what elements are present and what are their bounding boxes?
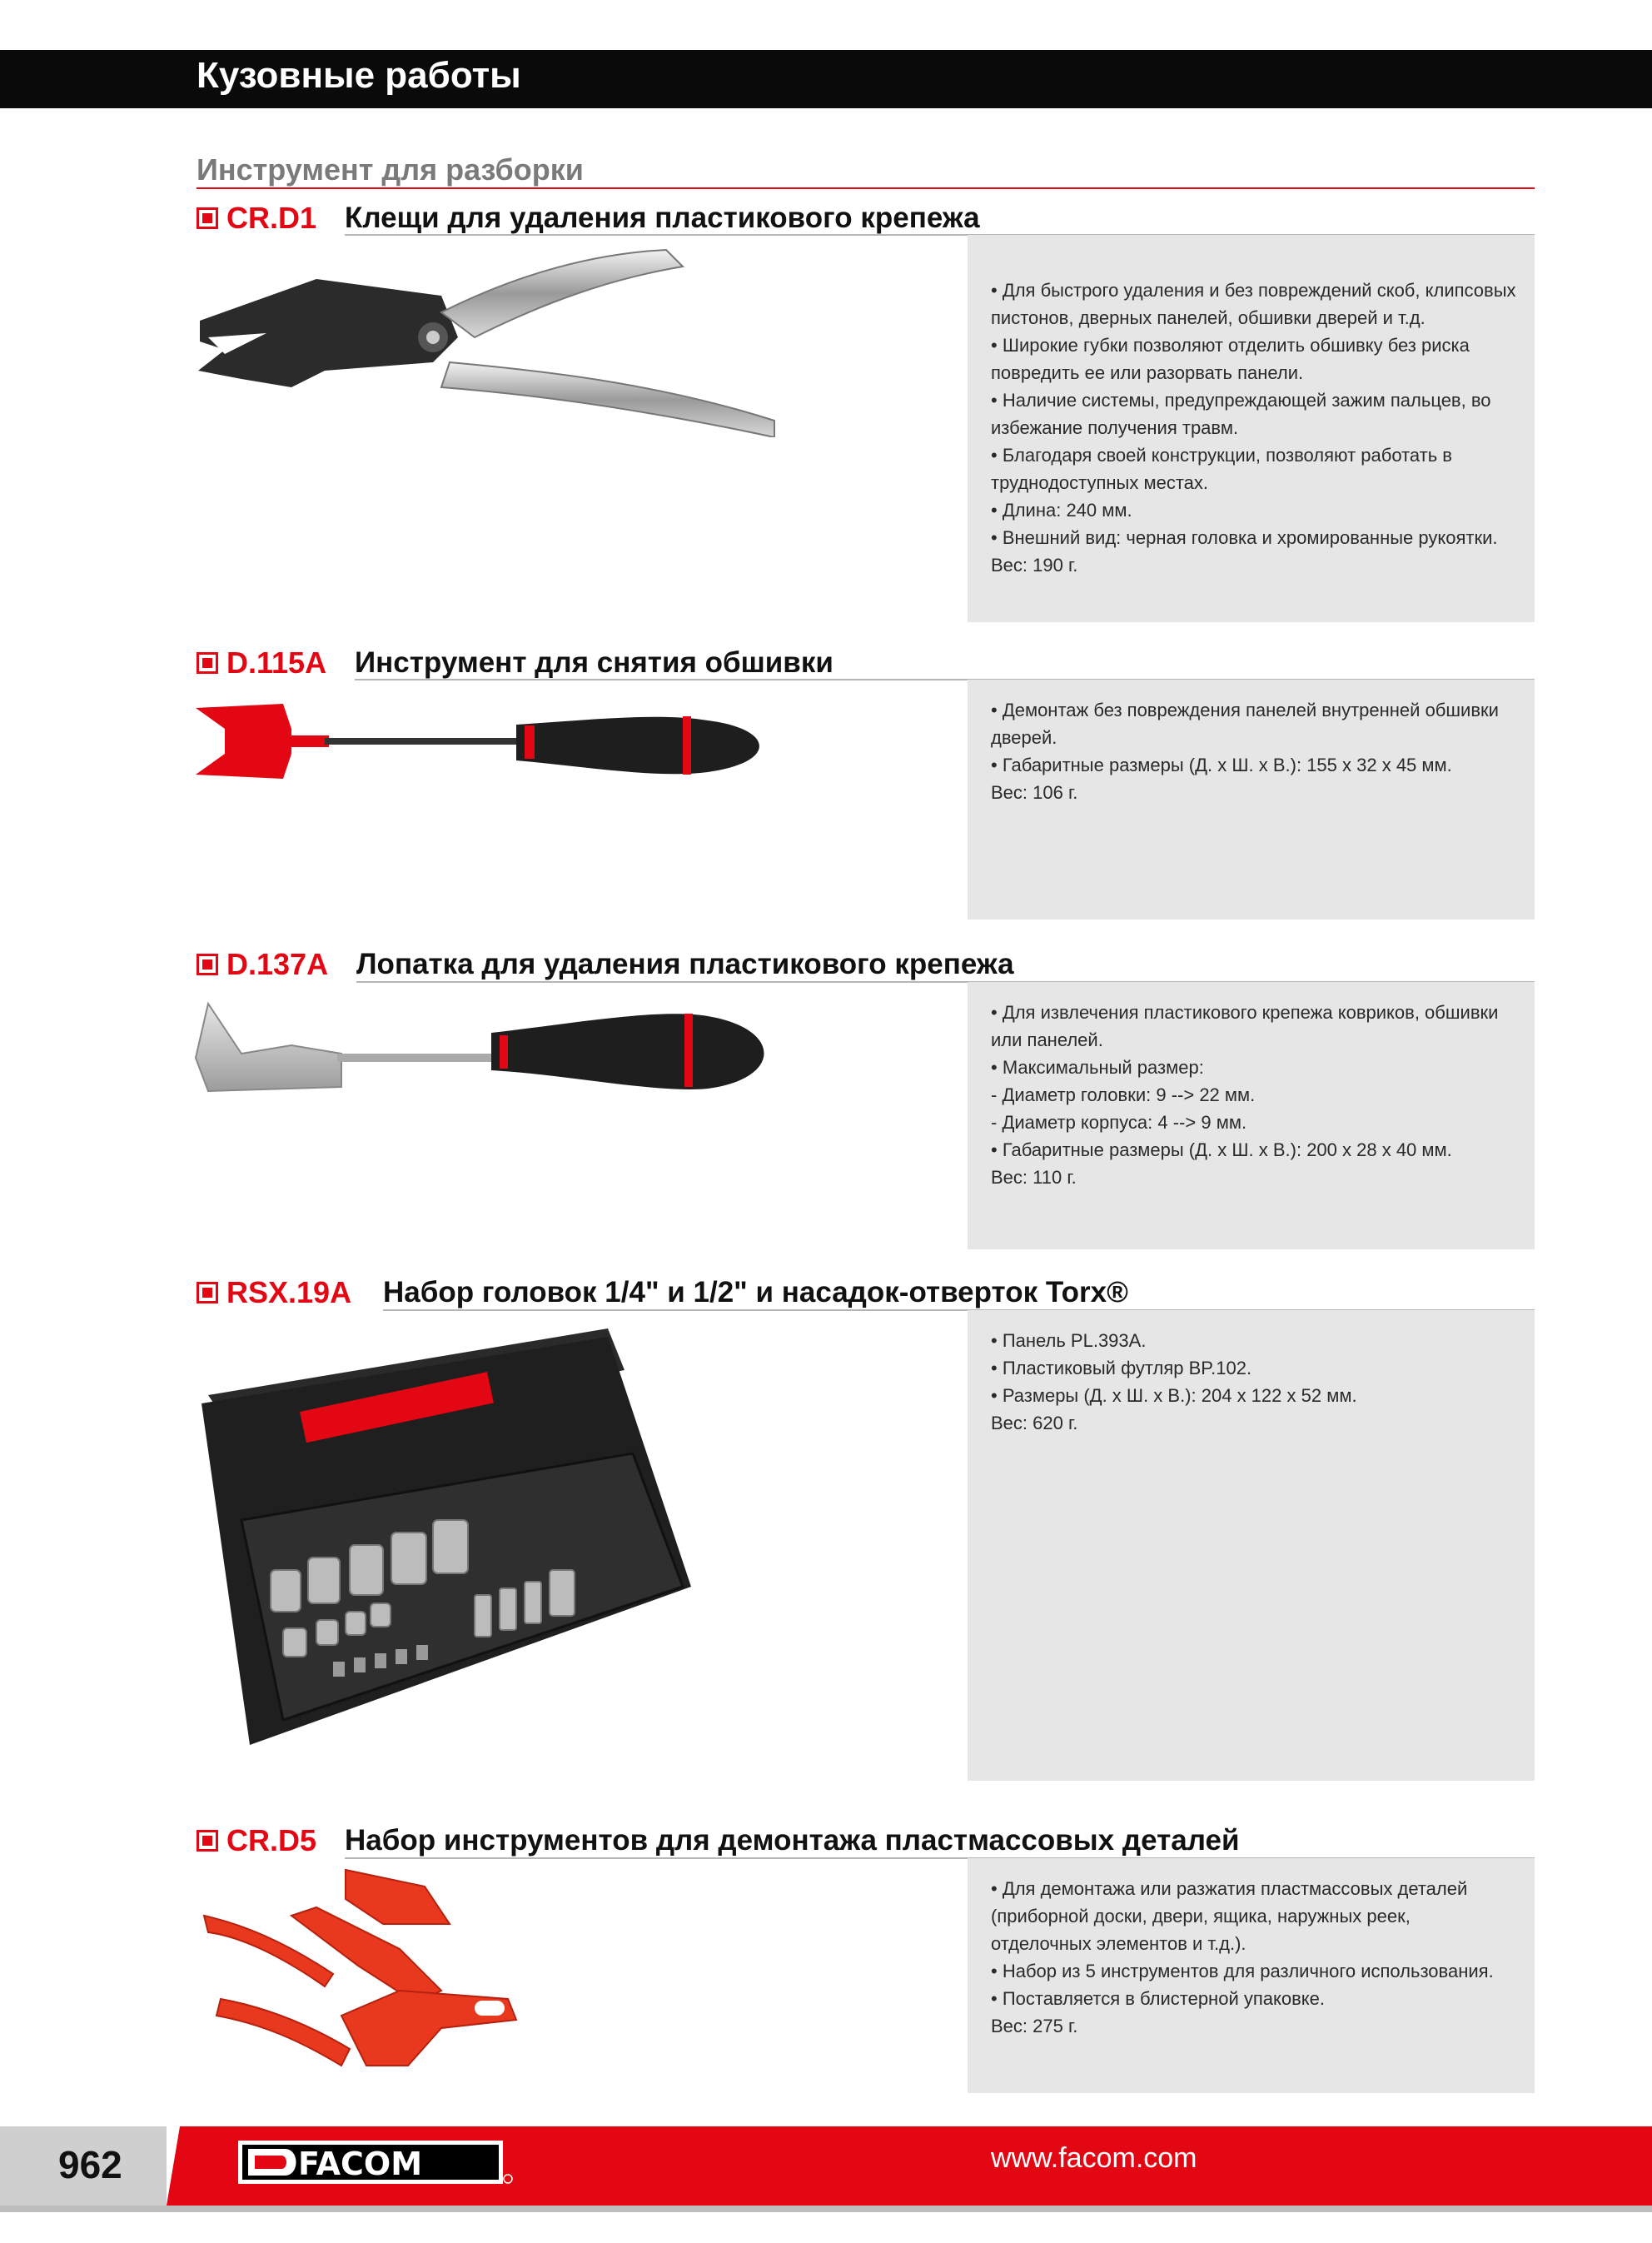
feature-line: избежание получения травм. [991,417,1239,438]
feature-line: • Для демонтажа или разжатия пластмассовых деталей [991,1878,1468,1899]
feature-list [968,235,1535,579]
red-square-bullet-icon [197,954,218,975]
feature-list [968,982,1535,1191]
feature-list [968,680,1535,806]
red-square-bullet-icon [197,1830,218,1852]
feature-list [968,1310,1535,1437]
weight-line: Вес: 106 г. [991,782,1078,803]
red-square-bullet-icon [197,652,218,674]
product-name: Набор головок 1/4" и 1/2" и насадок-отверток Torx® [383,1276,1128,1308]
feature-list [968,1858,1535,2040]
red-square-bullet-icon [197,1282,218,1303]
weight-line: Вес: 110 г. [991,1167,1077,1188]
feature-line: пистонов, дверных панелей, обшивки дверей и т.д. [991,307,1426,328]
feature-line: • Размеры (Д. x Ш. x В.): 204 x 122 x 52 мм. [991,1385,1357,1406]
feature-line: • Габаритные размеры (Д. x Ш. x В.): 200 x 28 x 40 мм. [991,1139,1452,1160]
feature-line: • Длина: 240 мм. [991,500,1132,521]
trim-removal-tool-image [192,695,791,795]
feature-line: - Диаметр головки: 9 --> 22 мм. [991,1084,1256,1105]
feature-line: труднодоступных местах. [991,472,1208,493]
feature-line: • Благодаря своей конструкции, позволяют работать в [991,445,1452,466]
feature-line: • Для извлечения пластикового крепежа ковриков, обшивки [991,1002,1499,1023]
page-number: 962 [58,2143,122,2186]
feature-line: • Демонтаж без повреждения панелей внутренней обшивки [991,700,1499,720]
feature-line: • Набор из 5 инструментов для различного использования. [991,1961,1494,1981]
feature-line: или панелей. [991,1029,1103,1050]
footer-baseline [0,2206,1652,2212]
feature-line: • Максимальный размер: [991,1057,1204,1078]
red-square-bullet-icon [197,207,218,229]
product-name: Набор инструментов для демонтажа пластмассовых деталей [345,1824,1240,1857]
feature-line: • Наличие системы, предупреждающей зажим пальцев, во [991,390,1491,411]
weight-line: Вес: 620 г. [991,1413,1078,1433]
product-name: Лопатка для удаления пластикового крепежа [356,948,1014,980]
plastic-trim-tool-set-image [192,1866,541,2074]
footer-url-link[interactable]: www.facom.com [991,2142,1197,2174]
description-panel [968,235,1535,622]
feature-line: • Пластиковый футляр BP.102. [991,1358,1252,1378]
facom-logo [238,2139,513,2187]
feature-line: отделочных элементов и т.д.). [991,1933,1246,1954]
product-name: Инструмент для снятия обшивки [355,646,833,679]
feature-line: - Диаметр корпуса: 4 --> 9 мм. [991,1112,1247,1133]
feature-line: • Широкие губки позволяют отделить обшивку без риска [991,335,1470,356]
product-code: D.115A [226,645,327,680]
product-code: D.137A [226,947,329,981]
section-title: Инструмент для разборки [197,152,584,187]
product-code: RSX.19A [226,1275,352,1309]
socket-set-case-image [192,1320,708,1770]
page-title: Кузовные работы [197,55,521,96]
section-divider [197,187,1535,189]
description-panel [968,1310,1535,1781]
description-panel [968,1858,1535,2093]
clip-remover-spatula-image [192,995,791,1104]
weight-line: Вес: 190 г. [991,555,1078,576]
feature-line: • Для быстрого удаления и без повреждений скоб, клипсовых [991,280,1516,301]
trim-clip-pliers-image [192,246,791,437]
description-panel [968,680,1535,920]
description-panel [968,982,1535,1249]
product-code: CR.D1 [226,201,317,235]
feature-line: (приборной доски, двери, ящика, наружных реек, [991,1906,1411,1926]
feature-line: • Габаритные размеры (Д. x Ш. x В.): 155 x 32 x 45 мм. [991,755,1452,775]
product-code: CR.D5 [226,1823,317,1857]
product-name: Клещи для удаления пластикового крепежа [345,202,980,234]
weight-line: Вес: 275 г. [991,2016,1078,2036]
facom-logo-wordmark: FACOM [298,2146,423,2182]
feature-line: • Поставляется в блистерной упаковке. [991,1988,1326,2009]
feature-line: • Панель PL.393A. [991,1330,1147,1351]
feature-line: • Внешний вид: черная головка и хромированные рукоятки. [991,527,1498,548]
feature-line: повредить ее или разорвать панели. [991,362,1304,383]
feature-line: дверей. [991,727,1057,748]
